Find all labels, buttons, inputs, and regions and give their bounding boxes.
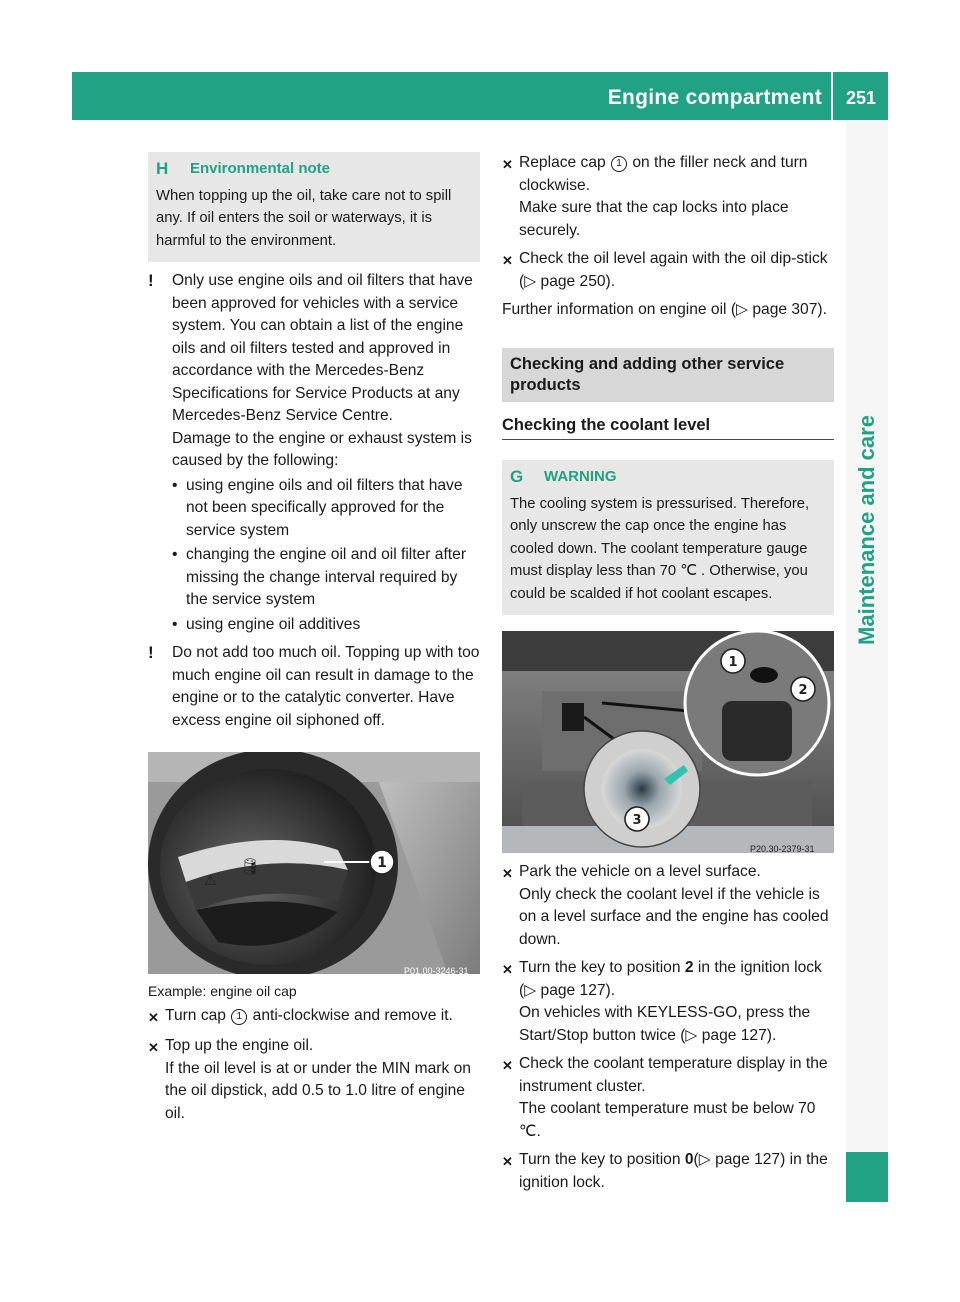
side-tab bbox=[846, 120, 888, 1202]
step-arrow-icon: ✕ bbox=[148, 1040, 159, 1055]
callout-ref-1: 1 bbox=[611, 156, 627, 172]
callout-1: 1 bbox=[377, 855, 387, 871]
page-title: Engine compartment bbox=[607, 86, 822, 109]
caution-approved-text: Only use engine oils and oil filters that have been approved for vehicles with a service system. You can obtain a list of the engine oils and oil filters tested and approved in accordance with the Mercedes-Benz Specifications for Service Products at any Mercedes-Benz Service Centre. bbox=[172, 272, 473, 424]
step-arrow-icon: ✕ bbox=[502, 157, 513, 172]
engine-bay-illustration bbox=[502, 631, 834, 853]
side-tab-marker bbox=[846, 1152, 888, 1202]
side-tab-label: Maintenance and care bbox=[854, 415, 879, 645]
callout-2: 2 bbox=[798, 683, 808, 698]
step-check-temperature: ✕ Check the coolant temperature display in the instrument cluster. The coolant temperature must be below 70 ℃. bbox=[502, 1053, 834, 1143]
subsection-heading: Checking the coolant level bbox=[502, 414, 834, 441]
callout-1: 1 bbox=[728, 655, 738, 670]
environmental-note-text: When topping up the oil, take care not to spill any. If oil enters the soil or waterways, it is harmful to the environment. bbox=[156, 187, 452, 249]
step-park: ✕ Park the vehicle on a level surface. Only check the coolant level if the vehicle is on a level surface and the engine has cooled down. bbox=[502, 861, 834, 951]
right-column bbox=[502, 152, 834, 1200]
svg-text:⚠: ⚠ bbox=[204, 873, 217, 889]
step-check-oil: ✕ Check the oil level again with the oil dip-stick (▷ page 250). bbox=[502, 248, 834, 293]
step-top-up: ✕ Top up the engine oil. If the oil level is at or under the MIN mark on the oil dipstick, add 0.5 to 1.0 litre of engine oil. bbox=[148, 1035, 480, 1125]
callout-ref-1: 1 bbox=[231, 1009, 247, 1025]
callout-3: 3 bbox=[632, 813, 642, 828]
page-number: 251 bbox=[845, 88, 877, 108]
step-arrow-icon: ✕ bbox=[502, 1058, 513, 1073]
step-arrow-icon: ✕ bbox=[502, 866, 513, 881]
step-key-position-0: ✕ Turn the key to position 0(▷ page 127) in the ignition lock. bbox=[502, 1149, 834, 1194]
warning-text: The cooling system is pressurised. Therefore, only unscrew the cap once the engine has cooled down. The coolant temperature gauge must display less than 70 ℃ . Otherwise, you could be scalded if hot coolant escapes. bbox=[510, 495, 810, 602]
environment-icon: H bbox=[156, 159, 169, 178]
caution-approved-oils bbox=[148, 270, 480, 638]
caution-icon: ! bbox=[148, 271, 154, 290]
section-heading: Checking and adding other service products bbox=[502, 348, 834, 402]
figure-ref: P20.30-2379-31 bbox=[750, 844, 815, 854]
header-divider bbox=[831, 72, 833, 120]
further-info: Further information on engine oil (▷ page 307). bbox=[502, 301, 827, 318]
caution-damage-text: Damage to the engine or exhaust system is caused by the following: bbox=[172, 429, 472, 469]
coolant-photo bbox=[502, 631, 834, 853]
step-arrow-icon: ✕ bbox=[502, 962, 513, 977]
caution-icon: ! bbox=[148, 643, 154, 662]
step-arrow-icon: ✕ bbox=[502, 253, 513, 268]
step-key-position-2: ✕ Turn the key to position 2 in the ignition lock (▷ page 127). On vehicles with KEYLESS-GO, press the Start/Stop button twice (▷ page 127). bbox=[502, 957, 834, 1047]
caution-too-much-text: Do not add too much oil. Topping up with too much engine oil can result in damage to the engine or to the catalytic converter. Have excess engine oil siphoned off. bbox=[172, 644, 480, 729]
svg-text:🛢: 🛢 bbox=[240, 857, 261, 876]
list-item: • using engine oils and oil filters that have not been specifically approved for the service system bbox=[172, 476, 463, 539]
figure-ref: P01.00-3246-31 bbox=[404, 966, 469, 976]
oil-cap-photo bbox=[148, 752, 480, 974]
step-turn-cap: ✕ Turn cap 1 anti-clockwise and remove it. bbox=[148, 1005, 480, 1030]
list-item: • using engine oil additives bbox=[172, 615, 361, 633]
step-arrow-icon: ✕ bbox=[148, 1009, 159, 1025]
oil-cap-illustration bbox=[148, 752, 480, 974]
warning-box bbox=[502, 460, 834, 615]
caution-too-much-oil bbox=[148, 642, 480, 732]
left-column bbox=[148, 152, 480, 1131]
oil-cap-caption: Example: engine oil cap bbox=[148, 983, 297, 999]
environmental-note bbox=[148, 152, 480, 262]
step-replace-cap: ✕ Replace cap 1 on the filler neck and turn clockwise. Make sure that the cap locks into place securely. bbox=[502, 152, 834, 242]
step-arrow-icon: ✕ bbox=[502, 1154, 513, 1169]
list-item: • changing the engine oil and oil filter after missing the change interval required by the service system bbox=[172, 546, 467, 608]
environmental-note-title: Environmental note bbox=[190, 160, 331, 177]
warning-title: WARNING bbox=[544, 468, 617, 485]
warning-icon: G bbox=[510, 467, 524, 486]
